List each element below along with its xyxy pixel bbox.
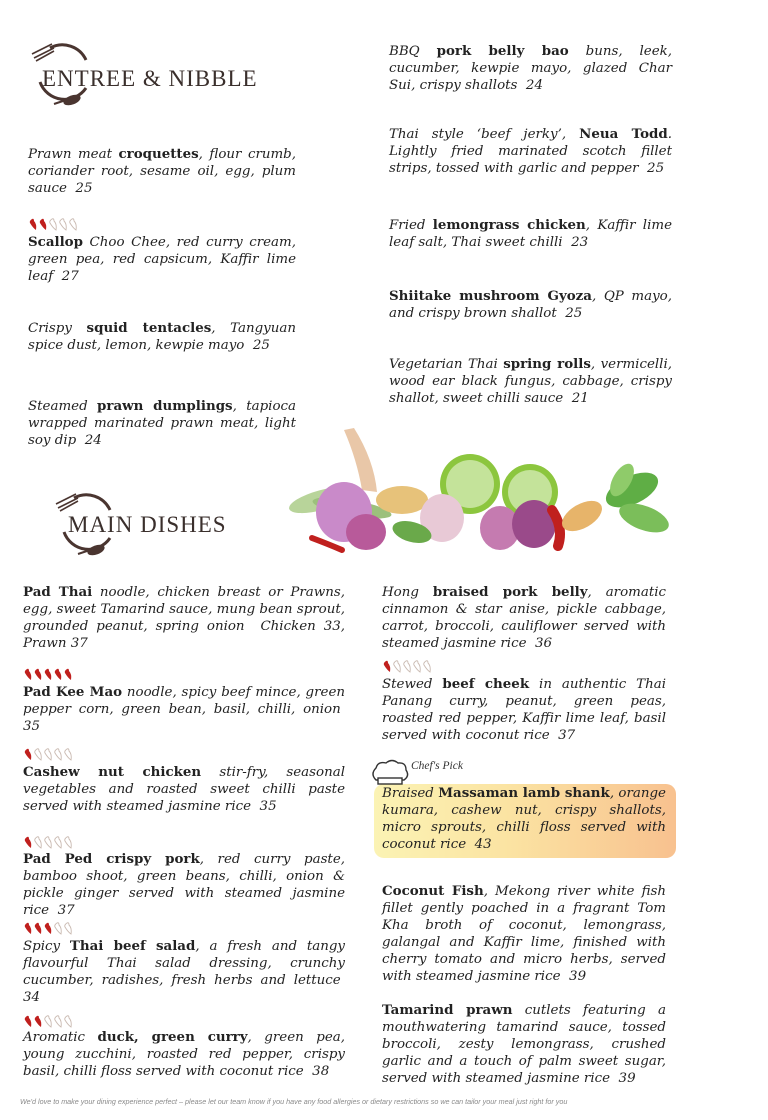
- chilli-rating: [28, 218, 78, 232]
- menu-item: [23, 938, 345, 1006]
- item-price: Chicken 33, Prawn 37: [23, 619, 345, 651]
- chilli-filled-icon: [38, 218, 48, 232]
- chilli-filled-icon: [23, 1015, 33, 1029]
- item-description: , aromatic cinnamon & star anise, pickle cabbage, carrot, broccoli, cauliflower served with steamed jasmine rice: [382, 585, 666, 651]
- item-prefix: Steamed: [28, 399, 98, 414]
- entree-section-header: [26, 38, 286, 114]
- item-prefix: Stewed: [382, 677, 443, 692]
- item-price: 25: [66, 181, 93, 196]
- allergy-footer-note: We'd love to make your dining experience perfect – please let our team know if you have any food allergies or dietary restrictions so we can tailor your meal just right for you: [20, 1097, 568, 1106]
- chilli-rating: [23, 1015, 73, 1029]
- chilli-filled-icon: [33, 1015, 43, 1029]
- item-prefix: Braised: [382, 786, 439, 801]
- item-description: , flour crumb, coriander root, sesame oil, egg, plum sauce: [28, 147, 297, 196]
- menu-item: [28, 398, 296, 449]
- menu-item: [23, 764, 345, 815]
- item-price: 25: [244, 338, 270, 353]
- chilli-outline-icon: [53, 922, 63, 936]
- chilli-rating: [382, 660, 432, 674]
- item-description: , orange kumara, cashew nut, crispy shallots, micro sprouts, chilli floss served with coconut rice: [382, 786, 666, 852]
- chilli-rating: [23, 668, 73, 682]
- item-description: in authentic Thai Panang curry, peanut, green peas, roasted red pepper, Kaffir lime leaf, basil served with coconut rice: [382, 677, 666, 743]
- chilli-outline-icon: [43, 748, 53, 762]
- item-name: squid tentacles: [86, 320, 212, 336]
- item-price: 23: [562, 235, 589, 250]
- menu-item: [28, 234, 296, 285]
- item-name: braised pork belly: [432, 584, 588, 600]
- chilli-filled-icon: [33, 922, 43, 936]
- chilli-outline-icon: [33, 836, 43, 850]
- item-name: Thai beef salad: [69, 938, 196, 954]
- item-name: prawn dumplings: [97, 398, 233, 414]
- item-description: , Kaffir lime leaf salt, Thai sweet chilli: [389, 218, 672, 250]
- section-title: ENTREE & NIBBLE: [42, 66, 258, 91]
- chilli-filled-icon: [23, 668, 33, 682]
- item-name: Neua Todd: [579, 126, 668, 142]
- menu-item: [382, 584, 666, 652]
- item-price: 35: [23, 702, 345, 734]
- item-description: Choo Chee, red curry cream, green pea, red capsicum, Kaffir lime leaf: [28, 235, 296, 284]
- item-price: 39: [560, 969, 587, 984]
- chef-hat-icon: [370, 758, 410, 786]
- menu-item: [382, 676, 666, 744]
- item-description: , vermicelli, wood ear black fungus, cabbage, crispy shallot, sweet chilli sauce: [389, 357, 672, 406]
- menu-item: [23, 584, 345, 652]
- menu-item: [382, 883, 666, 985]
- item-price: 37: [49, 903, 75, 918]
- item-name: Coconut Fish: [382, 883, 484, 899]
- chilli-filled-icon: [53, 668, 63, 682]
- chilli-outline-icon: [53, 836, 63, 850]
- item-name: Pad Thai: [23, 584, 93, 600]
- item-name: lemongrass chicken: [432, 217, 586, 233]
- menu-item: [389, 43, 672, 94]
- chilli-filled-icon: [23, 748, 33, 762]
- menu-item: [382, 785, 666, 853]
- chilli-outline-icon: [412, 660, 422, 674]
- menu-item: [23, 851, 345, 919]
- chilli-outline-icon: [63, 922, 73, 936]
- menu-item: [382, 1002, 666, 1087]
- item-name: croquettes: [118, 146, 199, 162]
- menu-item: [28, 146, 296, 197]
- menu-item: [23, 684, 345, 735]
- item-description: , red curry paste, bamboo shoot, green beans, chilli, onion & pickle ginger served with steamed jasmine rice: [23, 852, 345, 918]
- item-price: 25: [556, 306, 583, 321]
- chilli-filled-icon: [63, 668, 73, 682]
- chilli-rating: [23, 748, 73, 762]
- chilli-filled-icon: [43, 922, 53, 936]
- chilli-filled-icon: [43, 668, 53, 682]
- item-name: pork belly bao: [436, 43, 569, 59]
- item-prefix: Hong: [382, 585, 433, 600]
- menu-item: [389, 356, 672, 407]
- chilli-outline-icon: [402, 660, 412, 674]
- item-prefix: Crispy: [28, 321, 87, 336]
- chilli-outline-icon: [392, 660, 402, 674]
- chilli-outline-icon: [63, 1015, 73, 1029]
- item-description: stir-fry, seasonal vegetables and roasted sweet chilli paste served with steamed jasmine rice: [23, 765, 345, 814]
- item-description: , QP mayo, and crispy brown shallot: [389, 289, 672, 321]
- item-name: Scallop: [28, 234, 83, 250]
- item-description: buns, leek, cucumber, kewpie mayo, glazed Char Sui, crispy shallots: [389, 44, 673, 93]
- item-price: 21: [563, 391, 589, 406]
- item-prefix: Prawn meat: [28, 147, 119, 162]
- item-prefix: Fried: [389, 218, 433, 233]
- item-price: 39: [610, 1071, 636, 1086]
- item-name: duck, green curry: [97, 1029, 248, 1045]
- chilli-outline-icon: [422, 660, 432, 674]
- item-description: noodle, chicken breast or Prawns, egg, sweet Tamarind sauce, mung bean sprout, grounded peanut, spring onion: [23, 585, 346, 634]
- chilli-outline-icon: [68, 218, 78, 232]
- chilli-outline-icon: [63, 748, 73, 762]
- menu-item: [389, 288, 672, 322]
- item-name: Shiitake mushroom Gyoza: [389, 288, 592, 304]
- chilli-filled-icon: [23, 922, 33, 936]
- chilli-outline-icon: [58, 218, 68, 232]
- item-description: , tapioca wrapped marinated prawn meat, light soy dip: [28, 399, 296, 448]
- item-description: noodle, spicy beef mince, green pepper corn, green bean, basil, chilli, onion: [23, 685, 346, 717]
- menu-item: [389, 126, 672, 177]
- item-prefix: Thai style ‘beef jerky’,: [389, 127, 580, 142]
- item-price: 37: [549, 728, 576, 743]
- chilli-outline-icon: [48, 218, 58, 232]
- chilli-rating: [23, 922, 73, 936]
- chilli-filled-icon: [28, 218, 38, 232]
- item-name: Cashew nut chicken: [23, 764, 202, 780]
- chilli-rating: [23, 836, 73, 850]
- item-description: . Lightly fried marinated scotch fillet strips, tossed with garlic and pepper: [389, 127, 672, 176]
- main-section-header: [50, 488, 270, 564]
- item-description: , green pea, young zucchini, roasted red pepper, crispy basil, chilli floss served with coconut rice: [23, 1030, 345, 1079]
- item-prefix: Vegetarian Thai: [389, 357, 504, 372]
- section-title: MAIN DISHES: [68, 512, 227, 537]
- item-price: 24: [76, 433, 102, 448]
- item-price: 34: [23, 973, 345, 1005]
- item-name: spring rolls: [503, 356, 591, 372]
- menu-item: [28, 320, 296, 354]
- item-description: cutlets featuring a mouthwatering tamarind sauce, tossed broccoli, zesty lemongrass, crushed garlic and a touch of palm sweet sugar, served with steamed jasmine rice: [382, 1003, 666, 1086]
- item-name: Massaman lamb shank: [438, 785, 610, 801]
- item-name: beef cheek: [442, 676, 530, 692]
- item-name: Tamarind prawn: [382, 1002, 513, 1018]
- chilli-filled-icon: [33, 668, 43, 682]
- chilli-outline-icon: [43, 836, 53, 850]
- chilli-outline-icon: [43, 1015, 53, 1029]
- item-price: 38: [303, 1064, 330, 1079]
- chilli-filled-icon: [382, 660, 392, 674]
- chilli-outline-icon: [63, 836, 73, 850]
- menu-item: [23, 1029, 345, 1080]
- chilli-outline-icon: [53, 1015, 63, 1029]
- chefs-pick-label: Chef's Pick: [411, 760, 463, 772]
- item-price: 35: [251, 799, 277, 814]
- chilli-filled-icon: [23, 836, 33, 850]
- chilli-outline-icon: [33, 748, 43, 762]
- item-price: 27: [53, 269, 79, 284]
- vegetables-illustration: [282, 420, 678, 560]
- item-description: , Mekong river white fish fillet gently poached in a fragrant Tom Kha broth of coconut, lemongrass, galangal and Kaffir lime, finished with cherry tomato and micro herbs, served with steamed jasmine rice: [382, 884, 666, 984]
- item-price: 24: [517, 78, 543, 93]
- item-name: Pad Kee Mao: [23, 684, 123, 700]
- chilli-outline-icon: [53, 748, 63, 762]
- item-description: , a fresh and tangy flavourful Thai salad dressing, crunchy cucumber, radishes, fresh herbs and lettuce: [23, 939, 345, 988]
- menu-item: [389, 217, 672, 251]
- item-prefix: Aromatic: [23, 1030, 98, 1045]
- item-price: 43: [466, 837, 492, 852]
- item-price: 36: [526, 636, 553, 651]
- item-prefix: Spicy: [23, 939, 70, 954]
- item-price: 25: [638, 161, 665, 176]
- item-description: , Tangyuan spice dust, lemon, kewpie mayo: [28, 321, 296, 353]
- item-prefix: BBQ: [389, 44, 437, 59]
- item-name: Pad Ped crispy pork: [23, 851, 200, 867]
